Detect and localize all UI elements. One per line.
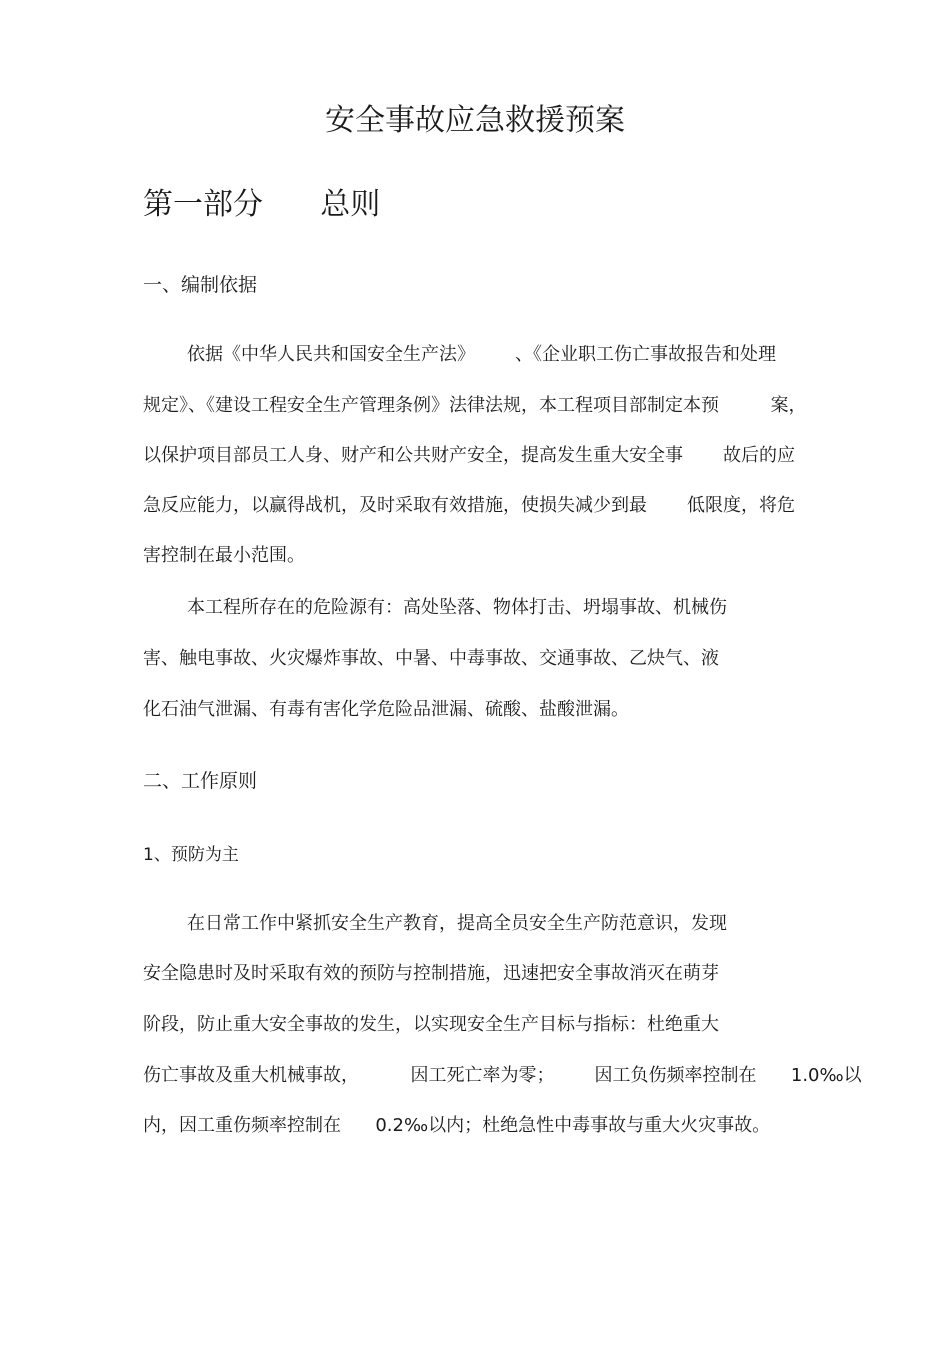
part-heading: 第一部分 总则 bbox=[143, 187, 381, 222]
paragraph-line: 安全隐患时及时采取有效的预防与控制措施，迅速把安全事故消灭在萌芽 bbox=[143, 963, 719, 984]
document-title: 安全事故应急救援预案 bbox=[325, 103, 625, 138]
paragraph-line: 化石油气泄漏、有毒有害化学危险品泄漏、硫酸、盐酸泄漏。 bbox=[143, 699, 629, 720]
paragraph-line: 害控制在最小范围。 bbox=[143, 545, 305, 566]
paragraph-line: 依据《中华人民共和国安全生产法》 、《企业职工伤亡事故报告和处理 bbox=[187, 344, 777, 365]
paragraph-line: 本工程所存在的危险源有：高处坠落、物体打击、坍塌事故、机械伤 bbox=[187, 597, 727, 618]
section-heading: 二、工作原则 bbox=[143, 770, 258, 792]
paragraph-line: 伤亡事故及重大机械事故， 因工死亡率为零； 因工负伤频率控制在 1.0‰以 bbox=[143, 1065, 862, 1086]
subsection-heading: 1、预防为主 bbox=[143, 845, 239, 865]
paragraph-line: 在日常工作中紧抓安全生产教育，提高全员安全生产防范意识，发现 bbox=[187, 913, 727, 934]
section-heading: 一、编制依据 bbox=[143, 274, 258, 296]
paragraph-line: 害、触电事故、火灾爆炸事故、中暑、中毒事故、交通事故、乙炔气、液 bbox=[143, 648, 719, 669]
paragraph-line: 规定》、《建设工程安全生产管理条例》法律法规，本工程项目部制定本预 案， bbox=[143, 395, 807, 416]
paragraph-line: 以保护项目部员工人身、财产和公共财产安全，提高发生重大安全事 故后的应 bbox=[143, 445, 796, 466]
paragraph-line: 急反应能力，以赢得战机，及时采取有效措施，使损失减少到最 低限度，将危 bbox=[143, 495, 796, 516]
paragraph-line: 阶段，防止重大安全事故的发生，以实现安全生产目标与指标：杜绝重大 bbox=[143, 1014, 719, 1035]
paragraph-line: 内，因工重伤频率控制在 0.2‰以内；杜绝急性中毒事故与重大火灾事故。 bbox=[143, 1115, 771, 1136]
